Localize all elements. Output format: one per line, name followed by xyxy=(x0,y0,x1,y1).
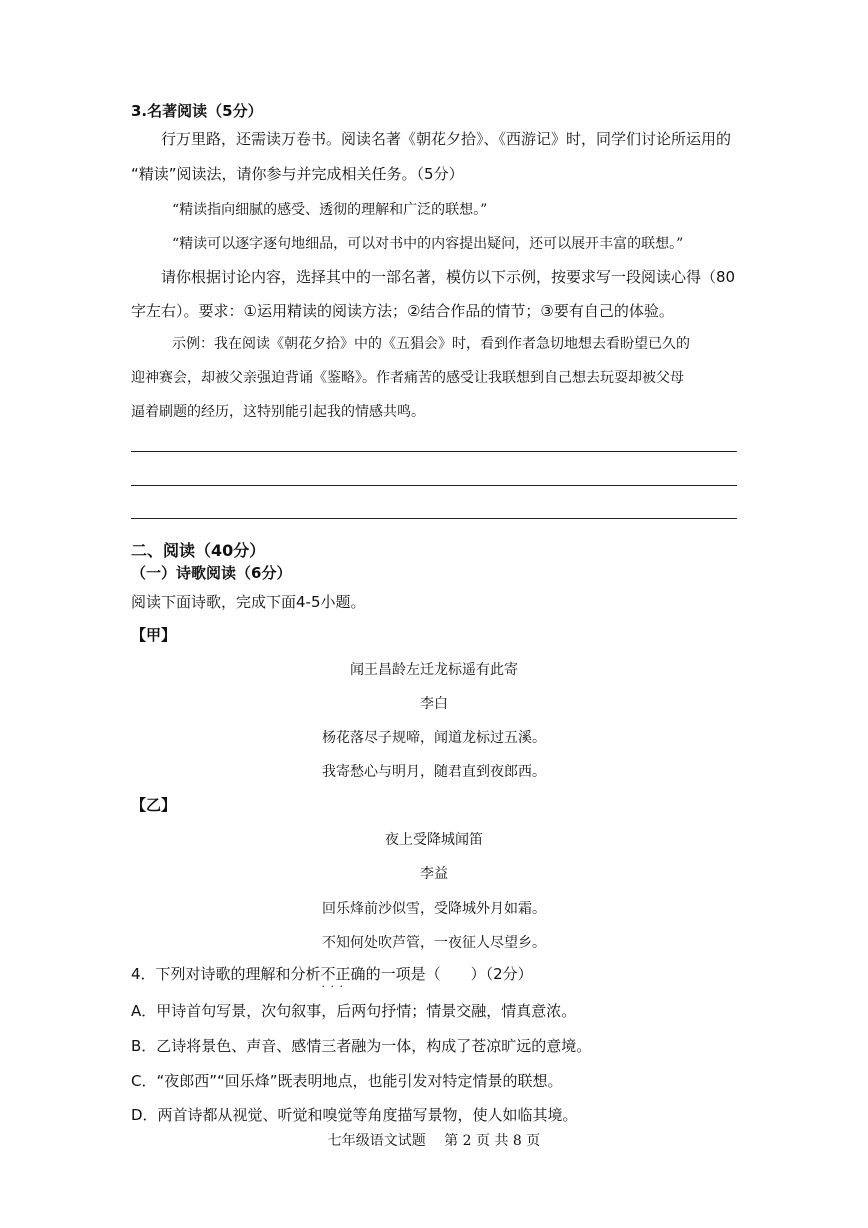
question4-option-a: A．甲诗首句写景，次句叙事，后两句抒情；情景交融，情真意浓。 xyxy=(131,1002,577,1020)
task-line2: 字左右）。要求：①运用精读的阅读方法；②结合作品的情节；③要有自己的体验。 xyxy=(131,302,674,320)
poem-b-author: 李益 xyxy=(420,866,448,882)
question4-option-c: C．“夜郎西”“回乐烽”既表明地点，也能引发对特定情景的联想。 xyxy=(131,1072,563,1090)
task-line1: 请你根据讨论内容，选择其中的一部名著，模仿以下示例，按要求写一段阅读心得（80 xyxy=(161,268,736,286)
section3-intro-line2: “精读”阅读法，请你参与并完成相关任务。（5分） xyxy=(131,165,464,183)
question4-option-d: D．两首诗都从视觉、听觉和嗅觉等角度描写景物，使人如临其境。 xyxy=(131,1106,578,1124)
part2-sub-heading: （一）诗歌阅读（6分） xyxy=(131,564,292,582)
question4-option-b: B．乙诗将景色、声音、感情三者融为一体，构成了苍凉旷远的意境。 xyxy=(131,1037,592,1055)
answer-line-2 xyxy=(131,485,737,486)
answer-line-3 xyxy=(131,518,737,519)
question4-stem-prefix: 4．下列对诗歌的理解和分析 xyxy=(131,965,321,983)
question4-stem xyxy=(131,963,533,984)
quote-2: “精读可以逐字逐句地细品，可以对书中的内容提出疑问，还可以展开丰富的联想。” xyxy=(172,236,684,252)
quote-1: “精读指向细腻的感受、透彻的理解和广泛的联想。” xyxy=(172,202,488,218)
poem-b-marker: 【乙】 xyxy=(131,796,177,814)
part2-heading: 二、阅读（40分） xyxy=(131,541,266,560)
poem-b-title: 夜上受降城闻笛 xyxy=(385,832,483,848)
question4-stem-suffix: 的一项是（ ）（2分） xyxy=(365,965,533,983)
example-line3: 逼着刷题的经历，这特别能引起我的情感共鸣。 xyxy=(131,404,425,420)
example-line2: 迎神赛会，却被父亲强迫背诵《鉴略》。作者痛苦的感受让我联想到自己想去玩耍却被父母 xyxy=(131,370,684,386)
answer-line-1 xyxy=(131,451,737,452)
example-line1: 示例：我在阅读《朝花夕拾》中的《五猖会》时，看到作者急切地想去看盼望已久的 xyxy=(172,336,690,352)
part2-instruction: 阅读下面诗歌，完成下面4-5小题。 xyxy=(131,593,366,611)
poem-a-line1: 杨花落尽子规啼，闻道龙标过五溪。 xyxy=(322,730,546,746)
poem-a-title: 闻王昌龄左迁龙标遥有此寄 xyxy=(350,662,518,678)
poem-b-line1: 回乐烽前沙似雪，受降城外月如霜。 xyxy=(322,901,546,917)
section3-intro-line1: 行万里路，还需读万卷书。阅读名著《朝花夕拾》、《西游记》时，同学们讨论所运用的 xyxy=(161,130,732,148)
poem-a-marker: 【甲】 xyxy=(131,626,177,644)
poem-a-author: 李白 xyxy=(420,696,448,712)
poem-a-line2: 我寄愁心与明月，随君直到夜郎西。 xyxy=(322,764,546,780)
question4-stem-emphasis: 不正确 · · · xyxy=(321,965,366,983)
page-footer: 七年级语文试题 第 2 页 共 8 页 xyxy=(327,1133,541,1149)
section3-heading: 3.名著阅读（5分） xyxy=(131,102,263,120)
poem-b-line2: 不知何处吹芦管，一夜征人尽望乡。 xyxy=(322,935,546,951)
